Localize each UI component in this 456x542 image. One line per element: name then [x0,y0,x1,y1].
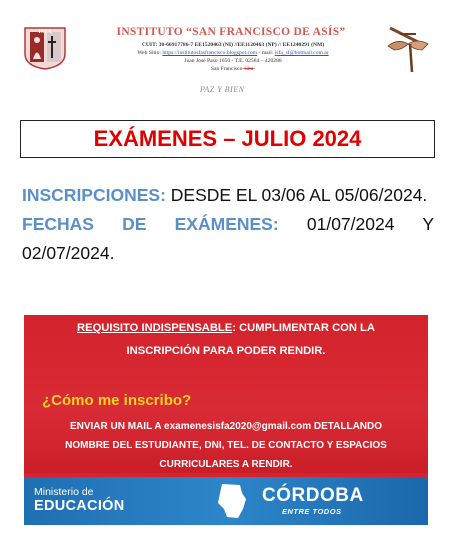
fechas-line [22,210,434,268]
institute-address: Juan José Paso 1650 - T.E. 02584 – 420288 [184,58,282,64]
inscripciones-label: INSCRIPCIONES: [22,185,166,205]
isfa-logo-text: ISFA [38,29,52,35]
send-mail-line-1: ENVIAR UN MAIL A examenesisfa2020@gmail.com DETALLANDO [69,421,383,432]
web-link[interactable]: https://institutosfasfrancisco.blogspot.com [162,50,258,56]
city-strike: Cba [244,66,254,72]
ministerio-text: Ministerio de [34,486,94,498]
requirement-line-1 [24,322,428,334]
web-prefix: Web Sitio: [137,50,163,56]
exam-title: EXÁMENES – JULIO 2024 [93,126,362,151]
franciscan-hands-icon [380,24,436,74]
requirement-label: REQUISITO INDISPENSABLE [77,322,233,334]
fechas-value: 01/07/2024 Y 02/07/2024. [22,214,435,263]
motto: PAZ Y BIEN [200,85,245,94]
ministry-footer [24,477,428,525]
cordoba-text: CÓRDOBA [262,485,364,506]
institute-city [90,66,376,72]
educacion-text: EDUCACIÓN [34,498,125,514]
web-mid: - mail: [257,50,275,56]
send-mail-line-2: NOMBRE DEL ESTUDIANTE, DNI, TEL. DE CONTACTO Y ESPACIOS [65,440,387,451]
exam-title-box [20,120,435,158]
city-prefix: San Francisco- [210,66,245,72]
inscripciones-value: DESDE EL 03/06 AL 05/06/2024. [165,185,428,205]
city-suffix: - [253,66,256,72]
mail-link[interactable]: isfa_sf@hotmail.com.ar [274,50,329,56]
enrollment-banner [24,315,428,525]
inscripciones-line [22,181,434,210]
cordoba-map-icon [212,481,252,521]
institute-web [90,50,376,56]
institute-cuit: CUIT: 30-66917786-7 EE1520463 (NI) //EE1120463 (NP) // EE1240291 (NM) [141,42,325,48]
entre-todos-text: ENTRE TODOS [282,507,342,516]
institute-name: INSTITUTO “SAN FRANCISCO DE ASÍS” [116,26,346,38]
how-to-enroll-title: ¿Cómo me inscribo? [42,392,192,409]
exam-info [22,181,434,268]
requirement-line-2: INSCRIPCIÓN PARA PODER RENDIR. [126,345,326,357]
send-mail-line-3: CURRICULARES A RENDIR. [159,459,293,470]
fechas-label: FECHAS DE EXÁMENES: [22,214,279,234]
requirement-rest: : CUMPLIMENTAR CON LA [232,322,375,334]
